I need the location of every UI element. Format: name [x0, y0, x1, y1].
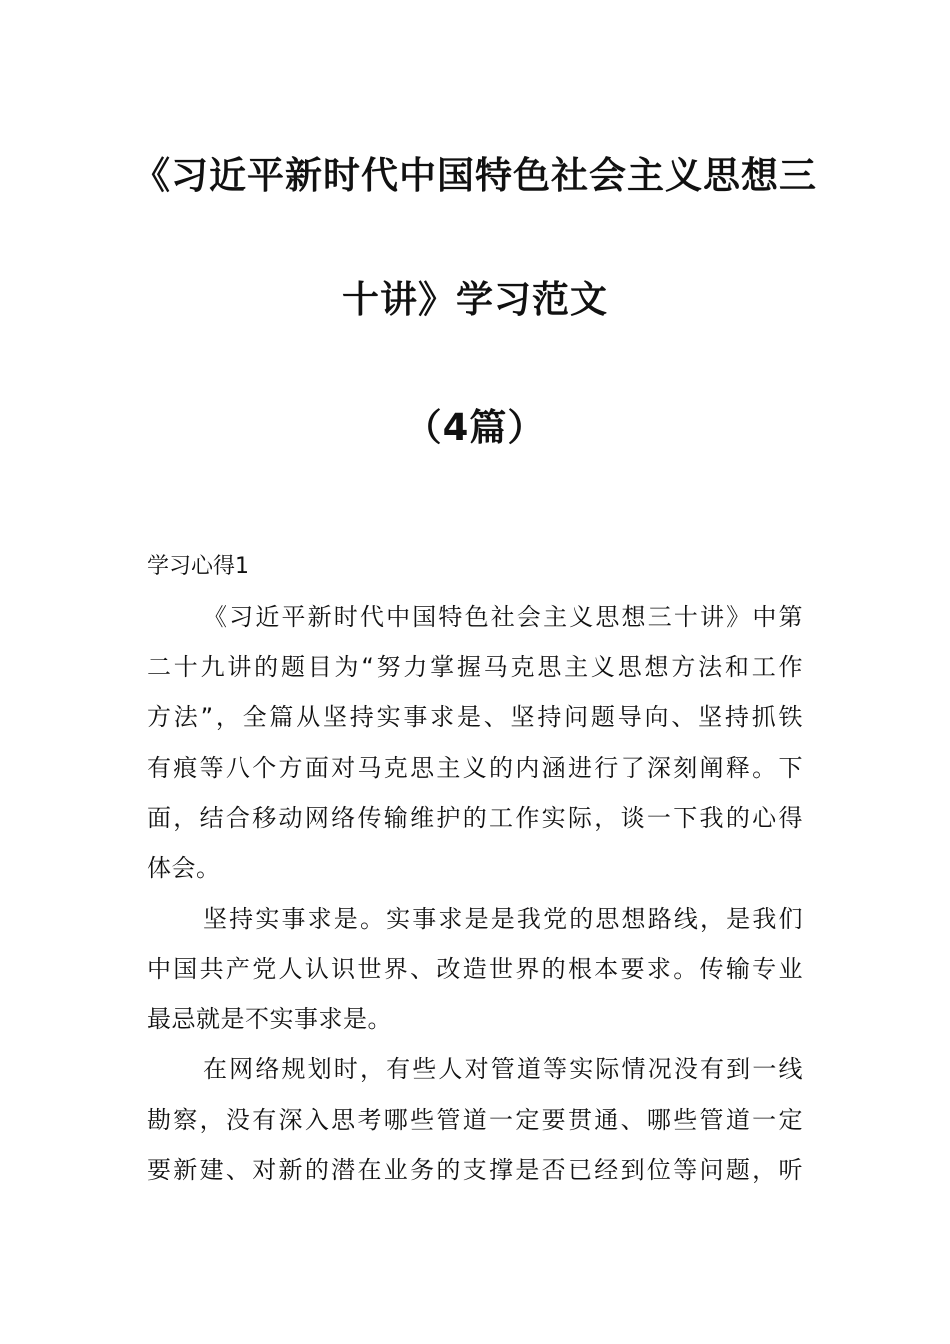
document-title-line-1: 《习近平新时代中国特色社会主义思想三 [133, 154, 817, 197]
paragraph-line: 方法”，全篇从坚持实事求是、坚持问题导向、坚持抓铁 [147, 703, 803, 731]
paragraph-line: 要新建、对新的潜在业务的支撑是否已经到位等问题，听 [147, 1156, 803, 1184]
paragraph-line: 中国共产党人认识世界、改造世界的根本要求。传输专业 [147, 955, 803, 983]
paragraph-line: 勘察，没有深入思考哪些管道一定要贯通、哪些管道一定 [147, 1106, 803, 1134]
section-heading: 学习心得1 [147, 554, 249, 579]
document-title-line-2: 十讲》学习范文 [342, 278, 608, 321]
paragraph-line: 坚持实事求是。实事求是是我党的思想路线，是我们 [203, 905, 803, 933]
document-subtitle: （4篇） [404, 406, 546, 449]
paragraph-line: 在网络规划时，有些人对管道等实际情况没有到一线 [203, 1055, 803, 1083]
paragraph-line: 最忌就是不实事求是。 [147, 1005, 392, 1033]
paragraph-line: 面，结合移动网络传输维护的工作实际，谈一下我的心得 [147, 804, 803, 832]
paragraph-line: 《习近平新时代中国特色社会主义思想三十讲》中第 [203, 603, 803, 631]
paragraph-line: 体会。 [147, 854, 221, 882]
paragraph-line: 二十九讲的题目为“努力掌握马克思主义思想方法和工作 [147, 653, 803, 681]
paragraph-line: 有痕等八个方面对马克思主义的内涵进行了深刻阐释。下 [147, 754, 803, 782]
